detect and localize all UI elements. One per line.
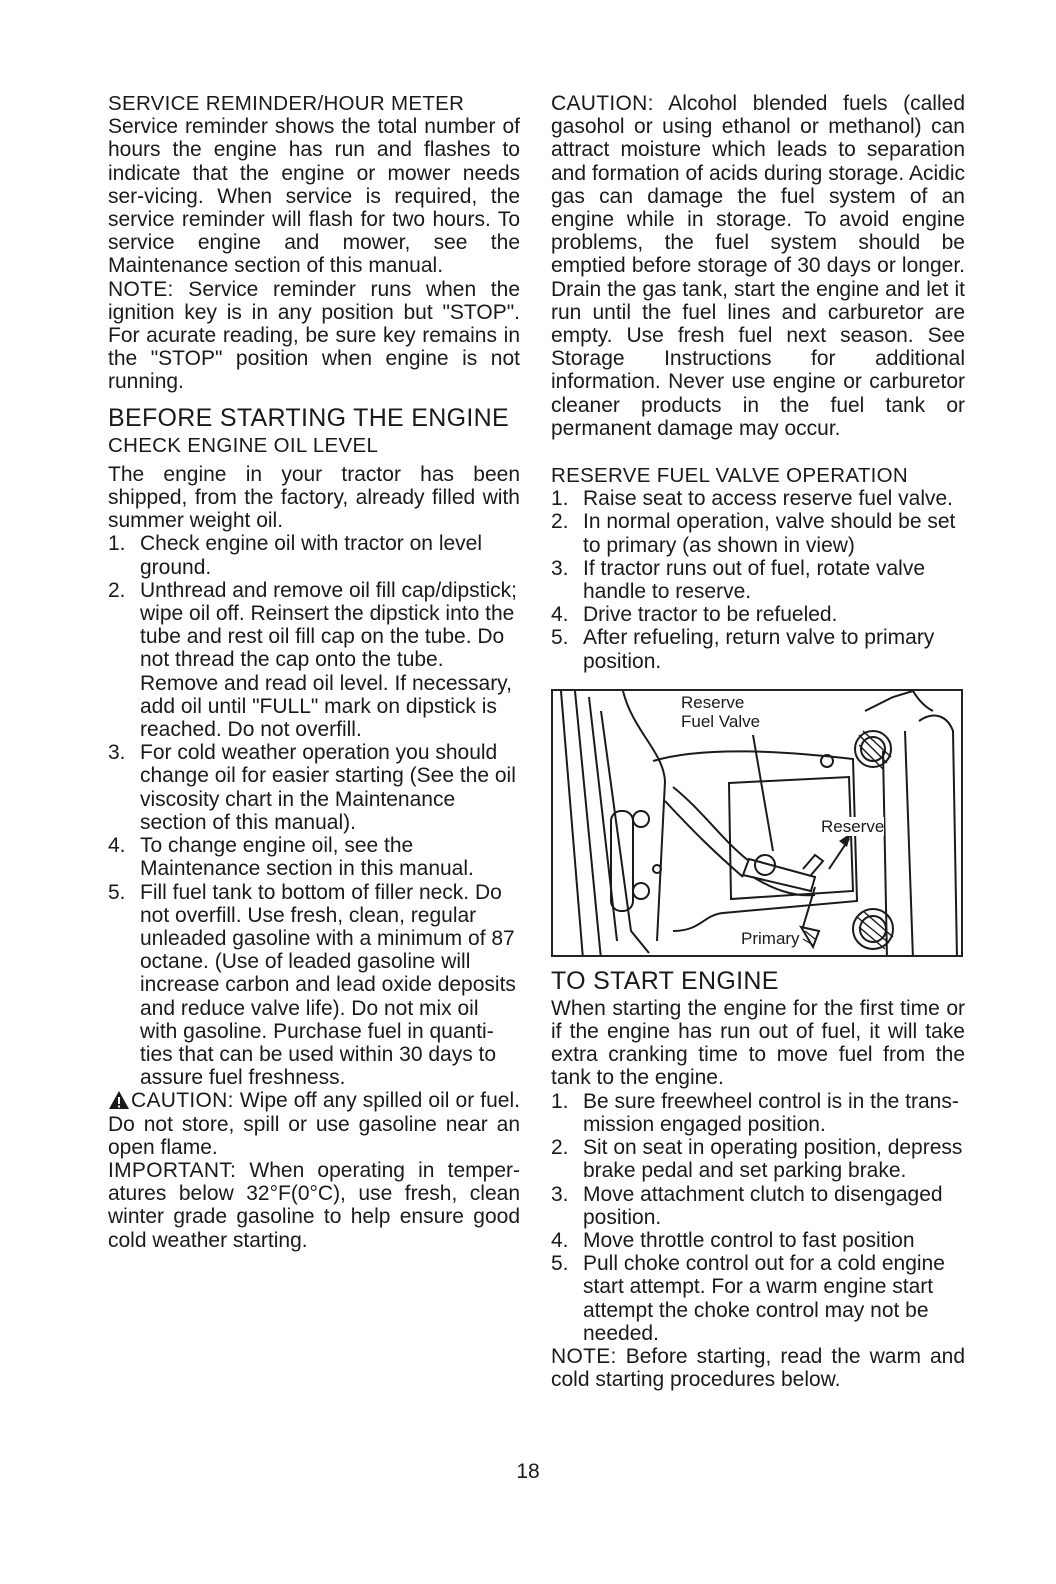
caution-label: CAUTION: — [131, 1089, 234, 1113]
list-item: 4. Drive tractor to be refueled. — [551, 603, 838, 627]
alcohol-caution — [551, 92, 965, 440]
important-block — [108, 1159, 520, 1252]
check-oil-intro: The engine in your tractor has been shipped, from the factory, already filled with summer weight oil. — [108, 462, 520, 533]
reserve-fuel-heading: RESERVE FUEL VALVE OPERATION — [551, 464, 908, 488]
list-item: 2. Unthread and remove oil fill cap/dipstick; wipe oil off. Reinsert the dipstick into the tube and rest oil fill cap on the tube. Do not thread the cap onto the tube. Remove and read oil level. If necessary, add oil until "FULL" mark on dipstick is reached. Do not overfill. — [108, 578, 518, 742]
service-reminder-heading: SERVICE REMINDER/HOUR METER — [108, 92, 465, 115]
list-item: 3. If tractor runs out of fuel, rotate valve handle to reserve. — [551, 556, 925, 604]
list-item: 2. In normal operation, valve should be set to primary (as shown in view) — [551, 510, 956, 557]
check-oil-heading: CHECK ENGINE OIL LEVEL — [108, 433, 379, 457]
caution-text: Wipe off any spilled oil or fuel. Do not store, spill or use gasoline near an open flame. — [108, 1089, 520, 1159]
to-start-engine-heading: TO START ENGINE — [551, 966, 779, 995]
caution-block — [108, 1089, 520, 1159]
list-item: 5. Pull choke control out for a cold engine start attempt. For a warm engine start attempt the choke control may not be needed. — [551, 1252, 945, 1345]
primary-position-label: Primary — [741, 928, 800, 948]
page-number: 18 — [516, 1460, 540, 1483]
note-label: NOTE: — [551, 1344, 617, 1368]
note-label: NOTE: — [108, 277, 174, 301]
service-reminder-body: Service reminder shows the total number of hours the engine has run and flashes to indicate that the engine or mower needs ser-vicing. When service is required, the service reminder will flash for two hours. To service engine and mower, see the Maintenance section of this manual. — [108, 115, 520, 278]
caution-text: Alcohol blended fuels (called gasohol or using ethanol or methanol) can attract moisture which leads to separation and formation of acids during storage. Acidic gas can damage the fuel system of an engine while in storage. To avoid engine problems, the fuel system should be emptied before storage of 30 days or longer. Drain the gas tank, start the engine and let it run until the fuel lines and carburetor are empty. Use fresh fuel next season. See Storage Instructions for additional information. Never use engine or carburetor cleaner products in the fuel tank or permanent damage may occur. — [551, 92, 965, 440]
list-item: 1. Check engine oil with tractor on level ground. — [108, 532, 483, 579]
reserve-position-label: Reserve — [821, 816, 885, 836]
list-item: 5. After refueling, return valve to primary position. — [551, 626, 935, 673]
start-note — [551, 1345, 965, 1391]
list-item: 5. Fill fuel tank to bottom of filler neck. Do not overfill. Use fresh, clean, regular unleaded gasoline with a minimum of 87 octane. (Use of leaded gasoline will increase carbon and lead oxide deposits and reduce valve life). Do not mix oil with gasoline. Purchase fuel in quanti-ties that can be used within 30 days to assure fuel freshness. — [108, 880, 516, 1090]
caution-label: CAUTION: — [551, 92, 654, 115]
important-text: When operating in temper-atures below 32°F(0°C), use fresh, clean winter grade gasoline to help ensure good cold weather starting. — [108, 1158, 520, 1252]
before-starting-heading: BEFORE STARTING THE ENGINE — [108, 403, 509, 432]
list-item: 1. Be sure freewheel control is in the trans-mission engaged position. — [551, 1089, 959, 1136]
to-start-steps — [551, 1090, 965, 1345]
reserve-fuel-valve-label: Reserve Fuel Valve — [681, 692, 761, 731]
list-item: 3. Move attachment clutch to disengaged position. — [551, 1182, 943, 1229]
to-start-intro: When starting the engine for the first time or if the engine has run out of fuel, it will take extra cranking time to move fuel from the tank to the engine. — [551, 996, 965, 1090]
important-label: IMPORTANT: — [108, 1158, 237, 1182]
reserve-fuel-valve-figure — [551, 689, 963, 957]
list-item: 4. Move throttle control to fast position — [551, 1228, 915, 1252]
list-item: 1. Raise seat to access reserve fuel valve. — [551, 487, 954, 511]
list-item: 2. Sit on seat in operating position, depress brake pedal and set parking brake. — [551, 1136, 963, 1183]
check-oil-steps — [108, 532, 520, 1089]
reserve-fuel-steps — [551, 487, 965, 673]
note-text: Before starting, read the warm and cold starting procedures below. — [551, 1344, 965, 1392]
left-column — [108, 92, 520, 1252]
note-text: Service reminder runs when the ignition key is in any position but "STOP". For acurate reading, be sure key remains in the "STOP" position when engine is not running. — [108, 277, 520, 394]
list-item: 3. For cold weather operation you should change oil for easier starting (See the oil viscosity chart in the Maintenance section of this manual). — [108, 741, 516, 834]
service-note — [108, 278, 520, 394]
list-item: 4. To change engine oil, see the Maintenance section in this manual. — [108, 834, 474, 881]
warning-triangle-icon — [108, 1090, 130, 1110]
right-column — [551, 92, 965, 1391]
